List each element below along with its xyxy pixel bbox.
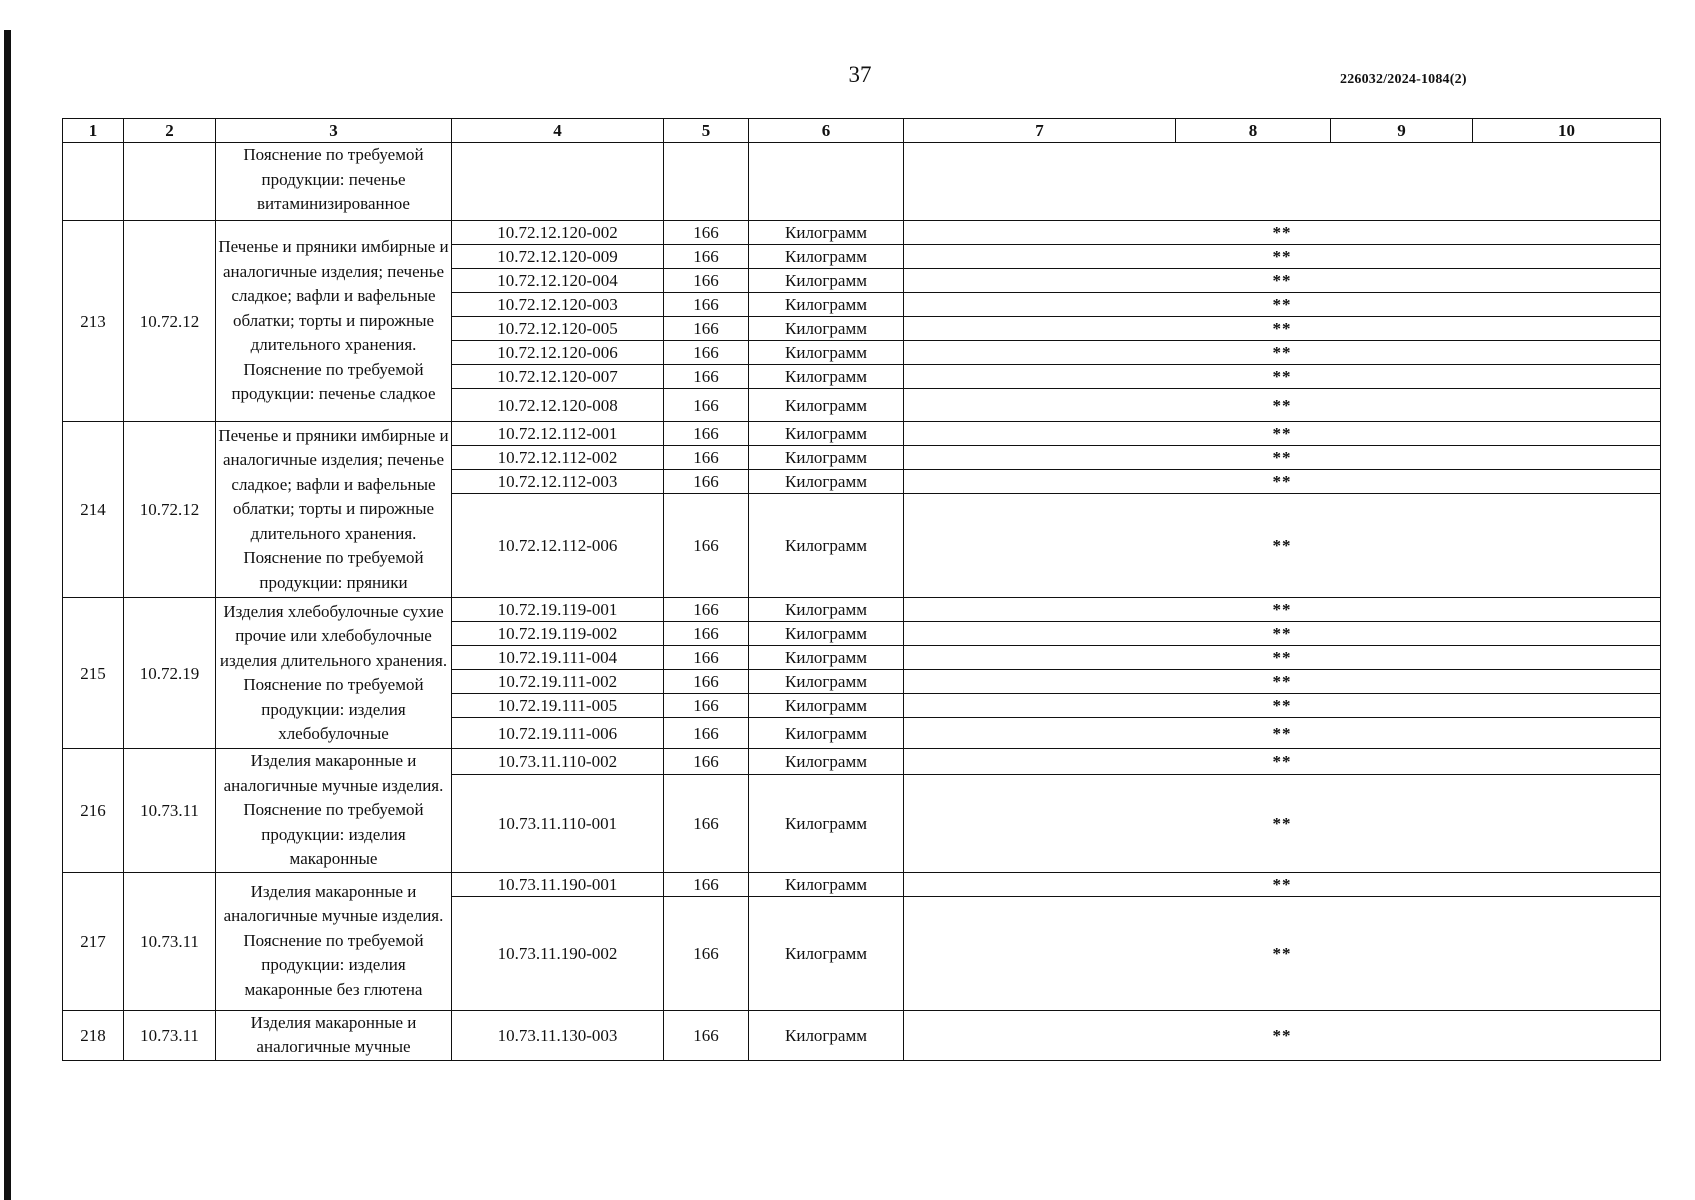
- table-row: [63, 872, 1661, 896]
- value-cell: **: [904, 598, 1661, 622]
- unit-code-cell: 166: [664, 622, 749, 646]
- code-cell: 10.72.19.119-001: [452, 598, 664, 622]
- continuation-row: [63, 143, 1661, 221]
- product-name-cell: Печенье и пряники имбирные и аналогичные изделия; печенье сладкое; вафли и вафельные облатки; торты и пирожные длительного хранения. Пояснение по требуемой продукции: печенье сладкое: [216, 221, 452, 422]
- unit-cell: Килограмм: [749, 365, 904, 389]
- okpd-cell: 10.72.12: [124, 422, 216, 598]
- code-cell: 10.72.19.111-006: [452, 718, 664, 749]
- value-cell: **: [904, 670, 1661, 694]
- value-cell: **: [904, 341, 1661, 365]
- value-cell: **: [904, 389, 1661, 422]
- code-cell: 10.73.11.130-003: [452, 1010, 664, 1060]
- column-header: 9: [1331, 119, 1473, 143]
- unit-code-cell: 166: [664, 775, 749, 873]
- code-cell: 10.73.11.190-001: [452, 872, 664, 896]
- row-number-cell: 217: [63, 872, 124, 1010]
- column-header: 6: [749, 119, 904, 143]
- value-cell: **: [904, 775, 1661, 873]
- code-cell: 10.72.19.111-005: [452, 694, 664, 718]
- unit-code-cell: 166: [664, 896, 749, 1010]
- unit-code-cell: 166: [664, 245, 749, 269]
- code-cell: 10.73.11.110-002: [452, 749, 664, 775]
- unit-code-cell: 166: [664, 494, 749, 598]
- unit-code-cell: 166: [664, 749, 749, 775]
- value-cell: **: [904, 269, 1661, 293]
- unit-cell: Килограмм: [749, 422, 904, 446]
- column-header: 1: [63, 119, 124, 143]
- unit-cell: Килограмм: [749, 718, 904, 749]
- unit-code-cell: 166: [664, 598, 749, 622]
- row-number-cell: 216: [63, 749, 124, 873]
- value-cell: **: [904, 365, 1661, 389]
- okpd-cell: 10.72.12: [124, 221, 216, 422]
- column-header: 7: [904, 119, 1176, 143]
- code-cell: 10.73.11.190-002: [452, 896, 664, 1010]
- unit-code-cell: 166: [664, 670, 749, 694]
- column-header: 4: [452, 119, 664, 143]
- document-id: 226032/2024-1084(2): [1340, 72, 1467, 87]
- code-cell: 10.72.12.120-008: [452, 389, 664, 422]
- product-name-cell: Печенье и пряники имбирные и аналогичные изделия; печенье сладкое; вафли и вафельные облатки; торты и пирожные длительного хранения. Пояснение по требуемой продукции: пряники: [216, 422, 452, 598]
- unit-code-cell: 166: [664, 389, 749, 422]
- product-name-cell: Изделия макаронные и аналогичные мучные: [216, 1010, 452, 1060]
- value-cell: **: [904, 446, 1661, 470]
- value-cell: **: [904, 646, 1661, 670]
- value-cell: **: [904, 245, 1661, 269]
- unit-code-cell: 166: [664, 1010, 749, 1060]
- unit-cell: Килограмм: [749, 622, 904, 646]
- code-cell: 10.72.19.111-004: [452, 646, 664, 670]
- value-cell: **: [904, 622, 1661, 646]
- okpd-cell: 10.73.11: [124, 749, 216, 873]
- product-name-cell: Пояснение по требуемой продукции: печенье витаминизированное: [216, 143, 452, 221]
- code-cell: 10.72.12.112-001: [452, 422, 664, 446]
- page-number: 37: [848, 62, 872, 87]
- unit-code-cell: 166: [664, 341, 749, 365]
- table-row: [63, 1010, 1661, 1060]
- code-cell: [452, 143, 664, 221]
- unit-cell: Килограмм: [749, 670, 904, 694]
- code-cell: 10.72.12.120-007: [452, 365, 664, 389]
- column-header: 8: [1176, 119, 1331, 143]
- unit-code-cell: 166: [664, 293, 749, 317]
- unit-cell: Килограмм: [749, 269, 904, 293]
- code-cell: 10.72.12.120-006: [452, 341, 664, 365]
- unit-cell: Килограмм: [749, 293, 904, 317]
- values-cell: [904, 143, 1661, 221]
- unit-cell: [749, 143, 904, 221]
- value-cell: **: [904, 1010, 1661, 1060]
- table-row: [63, 749, 1661, 775]
- table-row: [63, 598, 1661, 622]
- unit-code-cell: 166: [664, 718, 749, 749]
- code-cell: 10.72.12.120-004: [452, 269, 664, 293]
- value-cell: **: [904, 494, 1661, 598]
- unit-code-cell: 166: [664, 317, 749, 341]
- column-header: 2: [124, 119, 216, 143]
- unit-cell: Килограмм: [749, 446, 904, 470]
- product-name-cell: Изделия макаронные и аналогичные мучные изделия. Пояснение по требуемой продукции: изделия макаронные без глютена: [216, 872, 452, 1010]
- unit-cell: Килограмм: [749, 1010, 904, 1060]
- okpd-cell: 10.73.11: [124, 872, 216, 1010]
- product-name-cell: Изделия макаронные и аналогичные мучные изделия. Пояснение по требуемой продукции: изделия макаронные: [216, 749, 452, 873]
- value-cell: **: [904, 694, 1661, 718]
- row-number-cell: 218: [63, 1010, 124, 1060]
- row-number-cell: 214: [63, 422, 124, 598]
- column-header: 10: [1473, 119, 1661, 143]
- unit-cell: Килограмм: [749, 872, 904, 896]
- table-row: [63, 422, 1661, 446]
- value-cell: **: [904, 317, 1661, 341]
- unit-cell: Килограмм: [749, 470, 904, 494]
- column-header: 5: [664, 119, 749, 143]
- unit-cell: Килограмм: [749, 896, 904, 1010]
- procurement-table: [62, 118, 1661, 1061]
- scan-edge: [4, 30, 11, 1200]
- code-cell: 10.73.11.110-001: [452, 775, 664, 873]
- row-number-cell: [63, 143, 124, 221]
- unit-code-cell: 166: [664, 221, 749, 245]
- value-cell: **: [904, 718, 1661, 749]
- value-cell: **: [904, 749, 1661, 775]
- product-name-cell: Изделия хлебобулочные сухие прочие или хлебобулочные изделия длительного хранения. Пояснение по требуемой продукции: изделия хлебобулочные: [216, 598, 452, 749]
- unit-cell: Килограмм: [749, 775, 904, 873]
- code-cell: 10.72.12.112-002: [452, 446, 664, 470]
- row-number-cell: 215: [63, 598, 124, 749]
- okpd-cell: [124, 143, 216, 221]
- unit-code-cell: 166: [664, 365, 749, 389]
- unit-code-cell: 166: [664, 446, 749, 470]
- value-cell: **: [904, 221, 1661, 245]
- code-cell: 10.72.12.120-005: [452, 317, 664, 341]
- row-number-cell: 213: [63, 221, 124, 422]
- code-cell: 10.72.12.112-006: [452, 494, 664, 598]
- unit-cell: Килограмм: [749, 494, 904, 598]
- unit-cell: Килограмм: [749, 646, 904, 670]
- value-cell: **: [904, 470, 1661, 494]
- unit-cell: Килограмм: [749, 317, 904, 341]
- okpd-cell: 10.73.11: [124, 1010, 216, 1060]
- code-cell: 10.72.12.120-009: [452, 245, 664, 269]
- column-header: 3: [216, 119, 452, 143]
- unit-code-cell: 166: [664, 694, 749, 718]
- unit-code-cell: 166: [664, 269, 749, 293]
- unit-code-cell: 166: [664, 872, 749, 896]
- unit-cell: Килограмм: [749, 694, 904, 718]
- code-cell: 10.72.12.120-002: [452, 221, 664, 245]
- unit-cell: Килограмм: [749, 341, 904, 365]
- code-cell: 10.72.19.119-002: [452, 622, 664, 646]
- code-cell: 10.72.12.112-003: [452, 470, 664, 494]
- unit-code-cell: [664, 143, 749, 221]
- unit-cell: Килограмм: [749, 389, 904, 422]
- unit-cell: Килограмм: [749, 749, 904, 775]
- unit-code-cell: 166: [664, 422, 749, 446]
- code-cell: 10.72.19.111-002: [452, 670, 664, 694]
- unit-cell: Килограмм: [749, 221, 904, 245]
- value-cell: **: [904, 872, 1661, 896]
- table-row: [63, 221, 1661, 245]
- header-row: [63, 119, 1661, 143]
- unit-code-cell: 166: [664, 646, 749, 670]
- okpd-cell: 10.72.19: [124, 598, 216, 749]
- unit-code-cell: 166: [664, 470, 749, 494]
- unit-cell: Килограмм: [749, 598, 904, 622]
- value-cell: **: [904, 293, 1661, 317]
- value-cell: **: [904, 422, 1661, 446]
- code-cell: 10.72.12.120-003: [452, 293, 664, 317]
- unit-cell: Килограмм: [749, 245, 904, 269]
- value-cell: **: [904, 896, 1661, 1010]
